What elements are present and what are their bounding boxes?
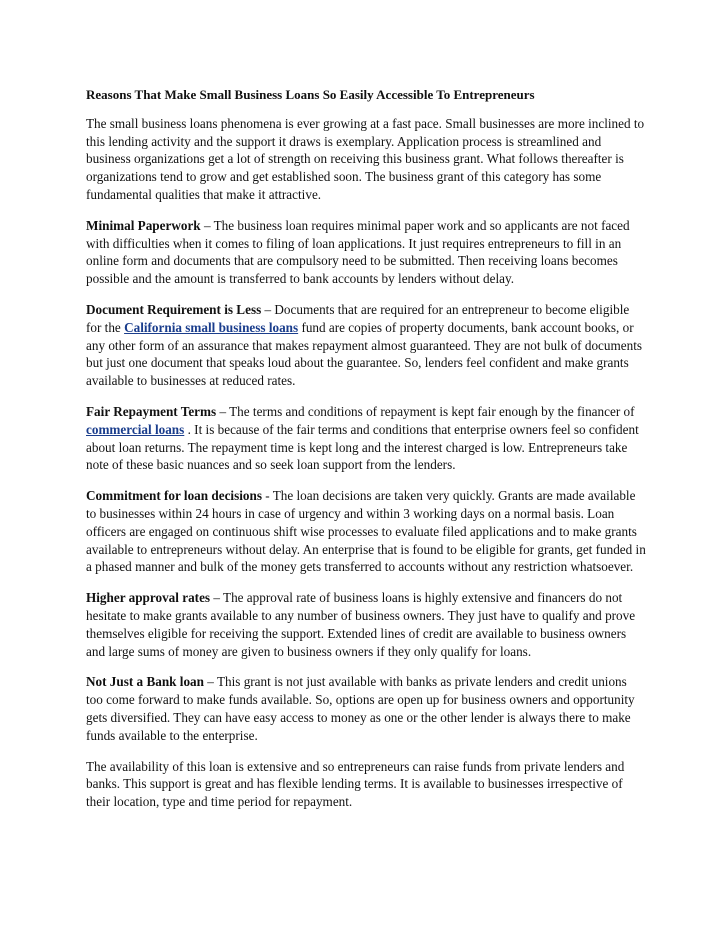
section-heading: Commitment for loan decisions	[86, 488, 262, 504]
section-commitment-loan-decisions	[86, 487, 646, 576]
section-fair-repayment-terms	[86, 403, 646, 474]
intro-paragraph: The small business loans phenomena is ever growing at a fast pace. Small businesses are more inclined to this lending activity and the support it draws is exemplary. Application process is streamlined and business organizations get a lot of strength on receiving this business grant. What follows thereafter is organizations tend to grow and get established soon. The business grant of this category has some fundamental qualities that make it attractive.	[86, 115, 645, 202]
section-heading: Document Requirement is Less	[86, 301, 262, 317]
section-text: - The loan decisions are taken very quickly. Grants are made available to businesses within 24 hours in case of urgency and within 3 working days on a normal basis. Loan officers are engaged on continuous shift wise processes to evaluate filed applications and to make grants available to entrepreneurs without delay. An enterprise that is found to be eligible for grants, get funded in a phased manner and bulk of the money gets transferred to accounts without any restriction whatsoever.	[86, 488, 646, 575]
section-text: – This grant is not just available with banks as private lenders and credit unions too come forward to make funds available. So, options are open up for business owners and opportunity gets diversified. They can have easy access to money as one or the other lender is always there to make funds available to the enterprise.	[86, 674, 635, 743]
section-heading: Higher approval rates	[86, 590, 211, 606]
conclusion-paragraph: The availability of this loan is extensive and so entrepreneurs can raise funds from private lenders and banks. This support is great and has flexible lending terms. It is available to businesses irrespective of their location, type and time period for repayment.	[86, 758, 625, 810]
section-heading: Minimal Paperwork	[86, 217, 201, 233]
document-title: Reasons That Make Small Business Loans So Easily Accessible To Entrepreneurs	[86, 87, 535, 102]
section-minimal-paperwork	[86, 217, 646, 288]
section-text: – The terms and conditions of repayment is kept fair enough by the financer of	[216, 403, 635, 419]
california-small-business-loans-link[interactable]: California small business loans	[124, 319, 299, 335]
section-text: fund are copies of property documents, bank account books, or any other form of an assurance that makes repayment almost guaranteed. They are not bulk of documents but just one document that speaks loud about the guarantee. So, lenders feel confident and make grants available to businesses at reduced rates.	[86, 319, 643, 389]
commercial-loans-link[interactable]: commercial loans	[86, 421, 185, 437]
section-text: – Documents that are required for an entrepreneur to become eligible for the	[86, 301, 630, 335]
section-text: – The approval rate of business loans is highly extensive and financers do not hesitate to make grants available to any number of business owners. They just have to qualify and prove themselves eligible for receiving the support. Extended lines of credit are available to business owners and large sums of money are given to business owners if they only qualify for loans.	[86, 590, 636, 659]
section-not-just-bank-loan	[86, 673, 646, 744]
section-heading: Not Just a Bank loan	[86, 674, 204, 690]
section-higher-approval-rates	[86, 589, 646, 660]
section-heading: Fair Repayment Terms	[86, 403, 217, 419]
section-text: – The business loan requires minimal paper work and so applicants are not faced with difficulties when it comes to filing of loan applications. It just requires entrepreneurs to fill in an online form and documents that are compulsory need to be submitted. Then receiving loans becomes possible and the amount is transferred to bank accounts by lenders without delay.	[86, 217, 630, 287]
section-text: . It is because of the fair terms and conditions that enterprise owners feel so confident about loan returns. The repayment time is kept long and the interest charged is low. Entrepreneurs take note of these basic nuances and so seek loan support from the lenders.	[86, 421, 639, 473]
document-page	[86, 86, 646, 824]
section-document-requirement	[86, 301, 646, 390]
